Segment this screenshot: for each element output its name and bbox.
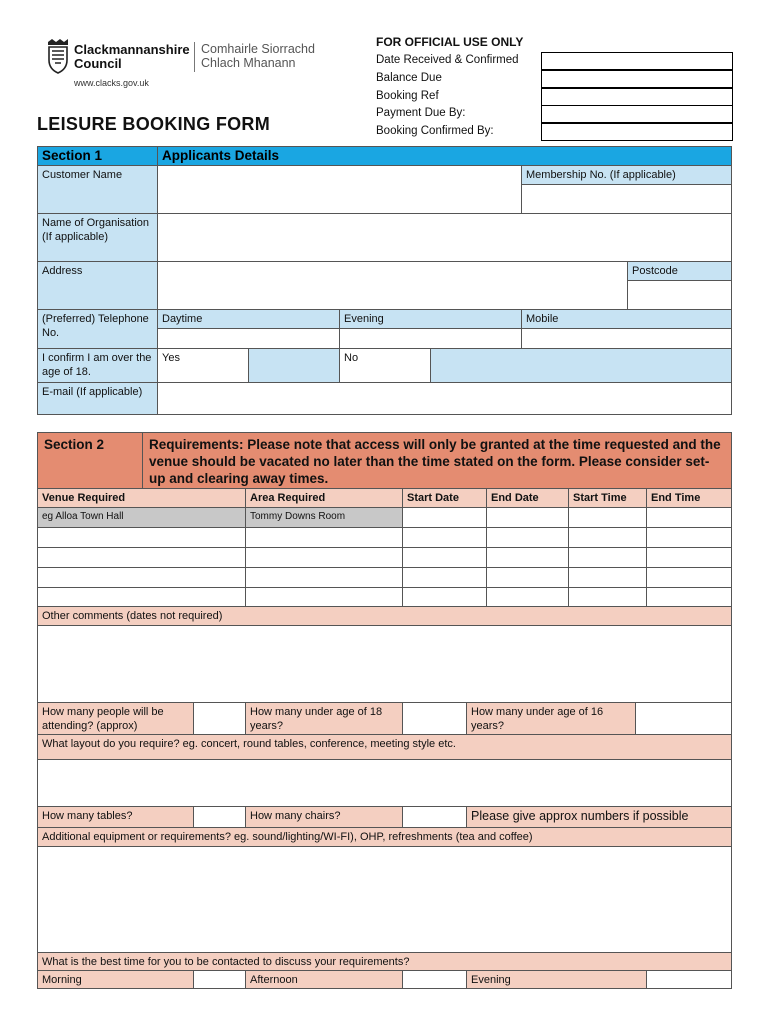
under-16-label: How many under age of 16 years? <box>466 702 636 735</box>
tables-input[interactable] <box>193 806 246 828</box>
yes-checkbox[interactable] <box>248 348 340 383</box>
booking-cell[interactable] <box>646 567 732 588</box>
council-name-2: Council <box>74 56 122 71</box>
council-name: Clackmannanshire <box>74 42 190 57</box>
other-comments-input[interactable] <box>37 625 732 703</box>
gaelic-name-2: Chlach Mhanann <box>201 56 296 70</box>
col-venue-required: Venue Required <box>37 488 246 508</box>
booking-cell[interactable] <box>486 587 569 608</box>
booking-cell[interactable] <box>37 587 246 608</box>
date-received-label: Date Received & Confirmed <box>376 54 519 66</box>
section1-label: Section 1 <box>37 146 158 166</box>
booking-cell[interactable] <box>245 547 403 568</box>
booking-cell[interactable] <box>245 567 403 588</box>
booking-cell[interactable] <box>486 547 569 568</box>
col-end-date: End Date <box>486 488 569 508</box>
other-comments-label: Other comments (dates not required) <box>37 606 732 626</box>
tables-label: How many tables? <box>37 806 194 828</box>
contact-time-label: What is the best time for you to be contacted to discuss your requirements? <box>37 952 732 971</box>
daytime-input[interactable] <box>157 328 340 349</box>
mobile-label: Mobile <box>521 309 732 329</box>
layout-input[interactable] <box>37 759 732 807</box>
booking-cell[interactable] <box>486 567 569 588</box>
postcode-input[interactable] <box>627 280 732 310</box>
booking-cell[interactable] <box>486 507 569 528</box>
gaelic-name: Comhairle Siorrachd <box>201 42 315 56</box>
booking-cell[interactable] <box>568 507 647 528</box>
booking-cell[interactable] <box>486 527 569 548</box>
booking-ref-label: Booking Ref <box>376 90 439 102</box>
people-attending-label: How many people will be attending? (approx) <box>37 702 194 735</box>
equipment-input[interactable] <box>37 846 732 953</box>
evening-input[interactable] <box>339 328 522 349</box>
payment-due-field[interactable] <box>541 105 733 123</box>
website-link[interactable]: www.clacks.gov.uk <box>74 78 149 88</box>
under-16-input[interactable] <box>635 702 732 735</box>
balance-due-field[interactable] <box>541 70 733 88</box>
membership-input[interactable] <box>521 184 732 214</box>
afternoon-checkbox[interactable] <box>402 970 467 989</box>
afternoon-label: Afternoon <box>245 970 403 989</box>
col-start-date: Start Date <box>402 488 487 508</box>
booking-cell[interactable] <box>646 587 732 608</box>
booking-confirmed-label: Booking Confirmed By: <box>376 125 494 137</box>
balance-due-label: Balance Due <box>376 72 442 84</box>
section2-label: Section 2 <box>37 432 143 489</box>
morning-label: Morning <box>37 970 194 989</box>
no-checkbox[interactable] <box>430 348 732 383</box>
address-input[interactable] <box>157 261 628 310</box>
booking-cell[interactable] <box>402 587 487 608</box>
booking-ref-field[interactable] <box>541 88 733 106</box>
booking-cell[interactable] <box>568 527 647 548</box>
booking-cell[interactable] <box>568 547 647 568</box>
postcode-label: Postcode <box>627 261 732 281</box>
mobile-input[interactable] <box>521 328 732 349</box>
chairs-label: How many chairs? <box>245 806 403 828</box>
date-received-field[interactable] <box>541 52 733 70</box>
logo-divider <box>194 42 195 72</box>
section2-requirements: Requirements: Please note that access will only be granted at the time requested and the venue should be vacated no later than the time stated on the form. Please consider set-up and clearing away times. <box>142 432 732 489</box>
booking-cell[interactable] <box>646 547 732 568</box>
form-title: LEISURE BOOKING FORM <box>37 114 271 134</box>
evening-checkbox[interactable] <box>646 970 732 989</box>
organisation-input[interactable] <box>157 213 732 262</box>
booking-confirmed-field[interactable] <box>541 123 733 141</box>
booking-cell[interactable] <box>568 567 647 588</box>
booking-cell[interactable] <box>568 587 647 608</box>
equipment-label: Additional equipment or requirements? eg. sound/lighting/WI-FI), OHP, refreshments (tea and coffee) <box>37 827 732 847</box>
official-use-title: FOR OFFICIAL USE ONLY <box>376 35 524 49</box>
address-label: Address <box>37 261 158 310</box>
booking-cell[interactable] <box>402 507 487 528</box>
under-18-label: How many under age of 18 years? <box>245 702 403 735</box>
evening-contact-label: Evening <box>466 970 647 989</box>
evening-label: Evening <box>339 309 522 329</box>
booking-cell[interactable] <box>646 527 732 548</box>
telephone-label: (Preferred) Telephone No. <box>37 309 158 349</box>
col-end-time: End Time <box>646 488 732 508</box>
payment-due-label: Payment Due By: <box>376 107 466 119</box>
membership-label: Membership No. (If applicable) <box>521 165 732 185</box>
booking-cell[interactable] <box>402 547 487 568</box>
people-attending-input[interactable] <box>193 702 246 735</box>
under-18-input[interactable] <box>402 702 467 735</box>
age-confirm-label: I confirm I am over the age of 18. <box>37 348 158 383</box>
booking-cell[interactable] <box>402 527 487 548</box>
col-area-required: Area Required <box>245 488 403 508</box>
example-venue: eg Alloa Town Hall <box>37 507 246 528</box>
email-input[interactable] <box>157 382 732 415</box>
booking-cell[interactable] <box>402 567 487 588</box>
booking-cell[interactable] <box>37 567 246 588</box>
customer-name-input[interactable] <box>157 165 522 214</box>
approx-numbers-note: Please give approx numbers if possible <box>466 806 732 828</box>
customer-name-label: Customer Name <box>37 165 158 214</box>
booking-cell[interactable] <box>646 507 732 528</box>
daytime-label: Daytime <box>157 309 340 329</box>
layout-label: What layout do you require? eg. concert, round tables, conference, meeting style etc. <box>37 734 732 760</box>
booking-cell[interactable] <box>245 587 403 608</box>
council-crest-icon <box>46 38 70 74</box>
booking-cell[interactable] <box>245 527 403 548</box>
chairs-input[interactable] <box>402 806 467 828</box>
yes-label: Yes <box>157 348 249 383</box>
no-label: No <box>339 348 431 383</box>
booking-cell[interactable] <box>37 547 246 568</box>
organisation-label: Name of Organisation (If applicable) <box>37 213 158 262</box>
booking-cell[interactable] <box>37 527 246 548</box>
col-start-time: Start Time <box>568 488 647 508</box>
section1-title: Applicants Details <box>157 146 732 166</box>
email-label: E-mail (If applicable) <box>37 382 158 415</box>
morning-checkbox[interactable] <box>193 970 246 989</box>
example-area: Tommy Downs Room <box>245 507 403 528</box>
